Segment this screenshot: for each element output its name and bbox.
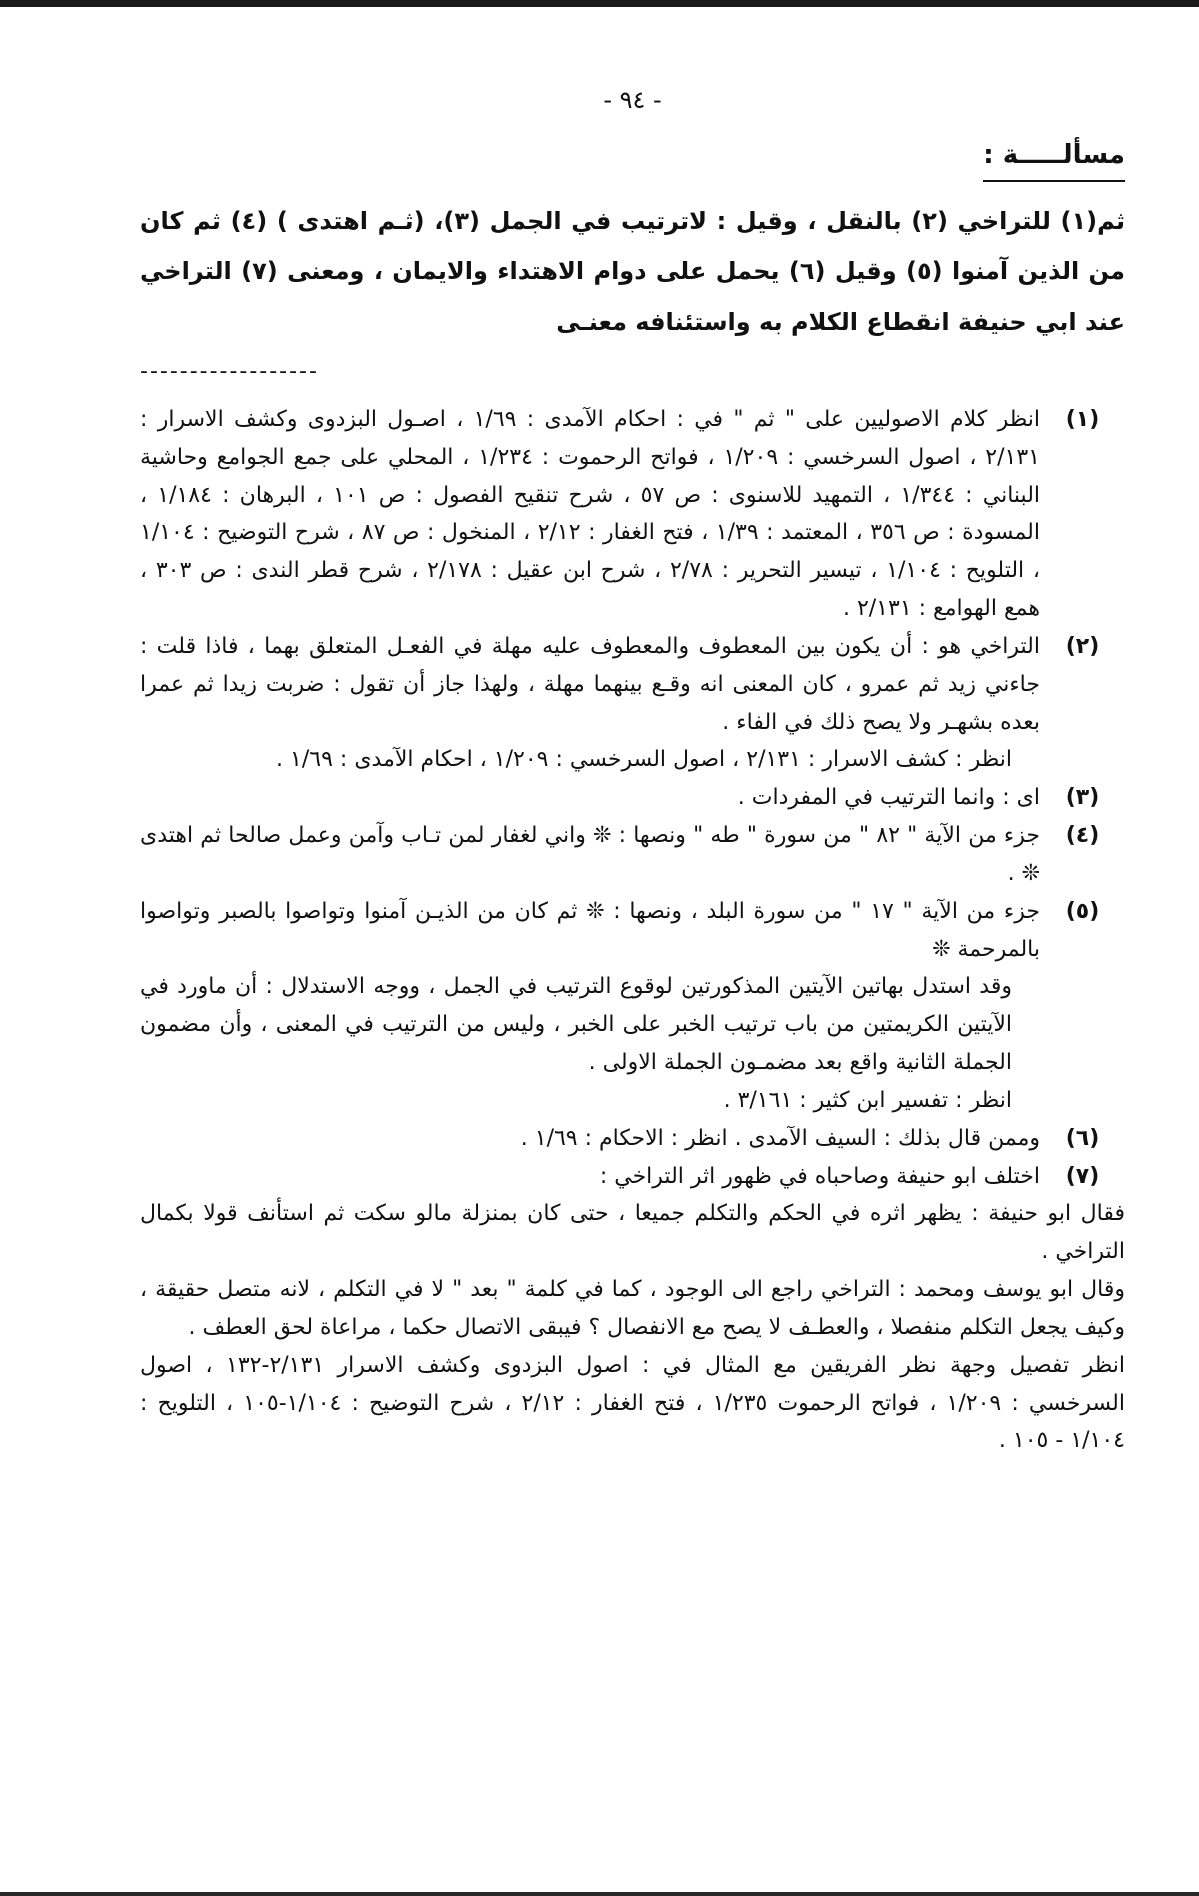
footnote (140, 401, 1125, 628)
footnote-continuation (140, 1195, 1125, 1460)
continuation-paragraph: انظر تفصيل وجهة نظر الفريقين مع المثال في : اصول البزدوى وكشف الاسرار ٢/١٣١-١٣٢ ، اصول السرخسي : ١/٢٠٩ ، فواتح الرحموت ١/٢٣٥ ، فتح الغفار : ٢/١٢ ، شرح التوضيح : ١/١٠٤-١٠٥ ، التلويح : ١/١٠٤ - ١٠٥ . (140, 1352, 1125, 1454)
continuation-paragraph: فقال ابو حنيفة : يظهر اثره في الحكم والتكلم جميعا ، حتى كان بمنزلة مالو سكت ثم استأنف قولا بكمال التراخي . (140, 1201, 1125, 1265)
footnote-paragraph: وقد استدل بهاتين الآيتين المذكورتين لوقوع الترتيب في الجمل ، ووجه الاستدلال : أن ماورد في الآيتين الكريمتين من باب ترتيب الخبر على الخبر ، وليس من الترتيب في المعنى ، وأن مضمون الجملة الثانية واقع بعد مضمـون الجملة الاولى . (140, 974, 1012, 1076)
continuation-paragraph: وقال ابو يوسف ومحمد : التراخي راجع الى الوجود ، كما في كلمة " بعد " لا في التكلم ، لانه متصل حقيقة ، وكيف يجعل التكلم منفصلا ، والعطـف لا يصح مع الانفصال ؟ فيبقى الاتصال حكما ، مراعاة لحق العطف . (140, 1277, 1125, 1340)
footnote (140, 893, 1125, 1120)
footnote-number: (٤) (1065, 823, 1100, 849)
footnote-number: (٣) (1065, 785, 1100, 811)
footnote (140, 1158, 1125, 1196)
heading-row (140, 133, 1125, 196)
footnote-line: انظر كلام الاصوليين على " ثم " في : احكام الآمدى : ١/٦٩ ، اصـول البزدوى وكشف الاسرار : ٢/١٣١ ، اصول السرخسي : ١/٢٠٩ ، فواتح الرحموت : ١/٢٣٤ ، المحلي على جمع الجوامع وحاشية البناني : ١/٣٤٤ ، التمهيد للاسنوى : ص ٥٧ ، شرح تنقيح الفصول : ص ١٠١ ، البرهان : ١/١٨٤ ، المسودة : ص ٣٥٦ ، المعتمد : ١/٣٩ ، فتح الغفار : ٢/١٢ ، المنخول : ص ٨٧ ، شرح التوضيح : ١/١٠٤ ، التلويح : ١/١٠٤ ، تيسير التحرير : ٢/٧٨ ، شرح ابن عقيل : ٢/١٧٨ ، شرح قطر الندى : ص ٣٠٣ ، همع الهوامع : ٢/١٣١ . (140, 406, 1041, 622)
footnote-line: اى : وانما الترتيب في المفردات . (737, 785, 1040, 811)
bottom-border (0, 1892, 1199, 1896)
footnote-text (140, 1120, 1040, 1158)
footnote-text (140, 401, 1040, 628)
top-border (0, 0, 1199, 7)
page (140, 80, 1125, 1460)
footnote-number: (٢) (1065, 633, 1100, 659)
section-heading: مسألـــــة : (983, 133, 1125, 182)
footnote-reference: انظر : تفسير ابن كثير : ٣/١٦١ . (723, 1087, 1012, 1113)
footnote-number: (٦) (1065, 1125, 1100, 1151)
footnote-text (140, 779, 1040, 817)
footnote-text (140, 1158, 1040, 1196)
footnote-separator: ------------------ (140, 359, 319, 385)
footnote-text (140, 628, 1040, 779)
main-text: ثم(١) للتراخي (٢) بالنقل ، وقيل : لاترتيب في الجمل (٣)، (ثـم اهتدى ) (٤) ثم كان من الذين آمنوا (٥) وقيل (٦) يحمل على دوام الاهتداء والايمان ، ومعنى (٧) التراخي عند ابي حنيفة انقطاع الكلام به واستئنافه معنـى (140, 206, 1126, 336)
footnote-text (140, 817, 1040, 893)
footnote (140, 817, 1125, 893)
footnote (140, 779, 1125, 817)
footnote-line: وممن قال بذلك : السيف الآمدى . انظر : الاحكام : ١/٦٩ . (520, 1125, 1040, 1151)
footnote-number: (٧) (1065, 1163, 1100, 1189)
footnote (140, 1120, 1125, 1158)
page-number: - ٩٤ - (603, 86, 662, 114)
footnote-text (140, 893, 1040, 1120)
footnote-line: جزء من الآية " ١٧ " من سورة البلد ، ونصها : ❊ ثم كان من الذيـن آمنوا وتواصوا بالصبر وتواصوا بالمرحمة ❊ (140, 898, 1040, 962)
footnote-number: (١) (1065, 406, 1100, 432)
footnote-line: اختلف ابو حنيفة وصاحباه في ظهور اثر التراخي : (599, 1163, 1040, 1189)
footnote-line: جزء من الآية " ٨٢ " من سورة " طه " ونصها : ❊ واني لغفار لمن تـاب وآمن وعمل صالحا ثم اهتدى ❊ . (140, 823, 1040, 886)
footnote (140, 628, 1125, 779)
footnote-reference: انظر : كشف الاسرار : ٢/١٣١ ، اصول السرخسي : ١/٢٠٩ ، احكام الآمدى : ١/٦٩ . (276, 747, 1012, 773)
footnote-number: (٥) (1065, 898, 1100, 924)
footnotes (140, 401, 1125, 1460)
footnote-line: التراخي هو : أن يكون بين المعطوف والمعطوف عليه مهلة في الفعـل المتعلق بهما ، فاذا قلت : جاءني زيد ثم عمرو ، كان المعنى انه وقـع بينهما مهلة ، ولهذا جاز أن تقول : ضربت زيدا ثم عمرا بعده بشهـر ولا يصح ذلك في الفاء . (140, 633, 1040, 735)
